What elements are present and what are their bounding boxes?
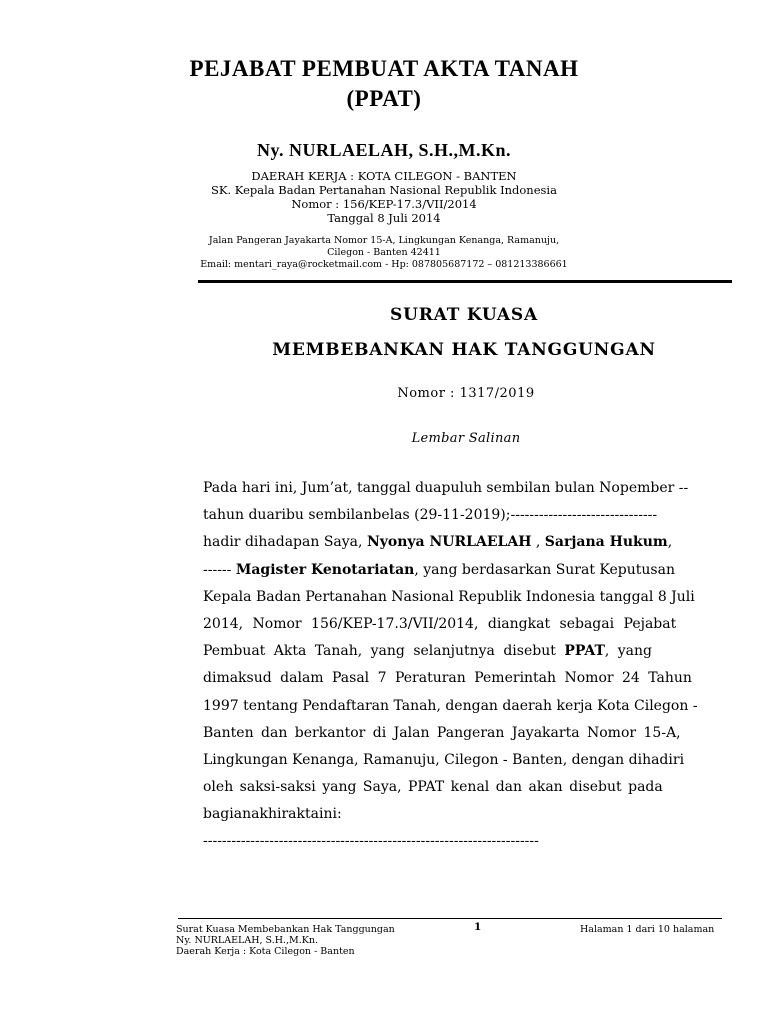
footer-ppat-name: Ny. NURLAELAH, S.H.,M.Kn.	[176, 935, 319, 946]
office-title: PEJABAT PEMBUAT AKTA TANAH	[189, 56, 579, 81]
body-line: Pembuat Akta Tanah, yang selanjutnya disebut PPAT, yang	[203, 643, 653, 660]
body-line: tahun duaribu sembilanbelas (29-11-2019);-------------------------------	[203, 507, 658, 524]
document-number: Nomor : 1317/2019	[397, 386, 535, 401]
body-line: Pada hari ini, Jum’at, tanggal duapuluh sembilan bulan Nopember --	[203, 480, 689, 496]
address-line-1: Jalan Pangeran Jayakarta Nomor 15-A, Lingkungan Kenanga, Ramanuju,	[208, 235, 560, 246]
body-line: ------ Magister Kenotariatan, yang berdasarkan Surat Keputusan	[203, 561, 675, 578]
sk-line: SK. Kepala Badan Pertanahan Nasional Republik Indonesia	[211, 183, 557, 197]
body-line: Lingkungan Kenanga, Ramanuju, Cilegon - Banten, dengan dihadiri	[203, 751, 685, 768]
office-abbrev: (PPAT)	[346, 86, 422, 111]
body-line: bagianakhiraktaini:	[203, 806, 342, 823]
contact-line: Email: mentari_raya@rocketmail.com - Hp: 087805687172 – 081213386661	[200, 259, 568, 270]
ppat-name: Ny. NURLAELAH, S.H.,M.Kn.	[256, 140, 512, 160]
footer-work-area: Daerah Kerja : Kota Cilegon - Banten	[176, 946, 355, 957]
footer-divider	[178, 918, 722, 919]
body-line: 1997 tentang Pendaftaran Tanah, dengan daerah kerja Kota Cilegon -	[203, 697, 698, 714]
document-subtitle: MEMBEBANKAN HAK TANGGUNGAN	[272, 340, 656, 360]
sk-date: Tanggal 8 Juli 2014	[327, 211, 441, 225]
footer-left	[176, 924, 395, 957]
body-line: Kepala Badan Pertanahan Nasional Republik Indonesia tanggal 8 Juli	[203, 588, 695, 605]
body-line: oleh saksi-saksi yang Saya, PPAT kenal dan akan disebut pada	[203, 779, 663, 796]
body-line: -----------------------------------------------------------------------	[203, 833, 539, 850]
document-title: SURAT KUASA	[390, 305, 538, 325]
document-body	[203, 475, 733, 856]
work-area: DAERAH KERJA : KOTA CILEGON - BANTEN	[251, 169, 517, 183]
address-line-2: Cilegon - Banten 42411	[327, 247, 441, 258]
footer-page-number: 1	[474, 921, 482, 933]
footer-doc-title: Surat Kuasa Membebankan Hak Tanggungan	[176, 924, 395, 935]
sk-number: Nomor : 156/KEP-17.3/VII/2014	[291, 197, 477, 211]
body-line: dimaksud dalam Pasal 7 Peraturan Pemerintah Nomor 24 Tahun	[203, 670, 692, 687]
footer-page-count: Halaman 1 dari 10 halaman	[580, 924, 715, 935]
body-line: Banten dan berkantor di Jalan Pangeran Jayakarta Nomor 15-A,	[203, 724, 681, 741]
header-divider	[198, 280, 732, 283]
body-line: 2014, Nomor 156/KEP-17.3/VII/2014, diangkat sebagai Pejabat	[203, 615, 677, 632]
body-line: hadir dihadapan Saya, Nyonya NURLAELAH , Sarjana Hukum,	[203, 534, 673, 551]
copy-label: Lembar Salinan	[411, 431, 521, 446]
